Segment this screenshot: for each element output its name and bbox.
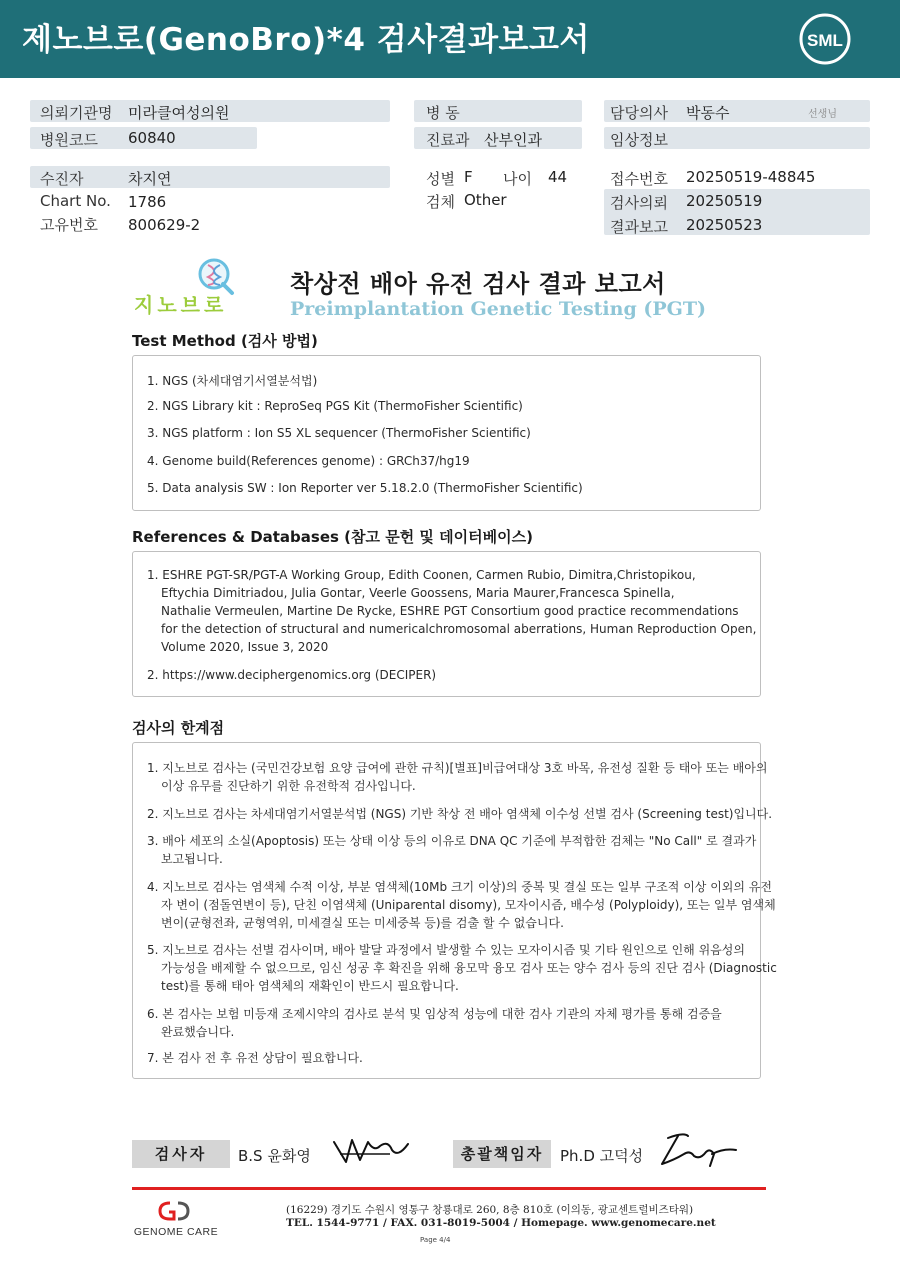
doctor-label: 담당의사	[610, 104, 668, 122]
director-label: 총괄책임자	[453, 1140, 551, 1168]
reference-line: 1. ESHRE PGT-SR/PGT-A Working Group, Edith Coonen, Carmen Rubio, Dimitra,Christopikou,	[147, 568, 696, 582]
tester-signature	[330, 1132, 414, 1172]
sml-logo	[798, 12, 852, 66]
doctor-value: 박동수	[686, 104, 730, 122]
limitation-line: 6. 본 검사는 보험 미등재 조제시약의 검사로 분석 및 임상적 성능에 대한 검사 기관의 자체 평가를 통해 검증을	[147, 1007, 722, 1021]
footer-address: (16229) 경기도 수원시 영통구 창룡대로 260, 8층 810호 (이의동, 광교센트럴비즈타워)	[286, 1204, 694, 1216]
request-date-value: 20250519	[686, 192, 763, 210]
reference-line: for the detection of structural and numericalchromosomal aberrations, Human Reproduction Open,	[161, 622, 757, 636]
chart-no-label: Chart No.	[40, 192, 111, 210]
limitation-line: 2. 지노브로 검사는 차세대염기서열분석법 (NGS) 기반 착상 전 배아 염색체 이수성 선별 검사 (Screening test)입니다.	[147, 807, 773, 821]
sml-logo-text: SML	[807, 31, 843, 50]
specimen-value: Other	[464, 191, 507, 209]
test-method-item: 5. Data analysis SW : Ion Reporter ver 5.18.2.0 (ThermoFisher Scientific)	[147, 481, 583, 495]
test-method-item: 1. NGS (차세대염기서열분석법)	[147, 374, 318, 388]
department-label: 진료과	[426, 131, 470, 149]
institution-value: 미라클여성의원	[128, 104, 230, 122]
test-method-heading: Test Method (검사 방법)	[132, 332, 318, 350]
reception-no-value: 20250519-48845	[686, 168, 816, 186]
test-method-item: 2. NGS Library kit : ReproSeq PGS Kit (ThermoFisher Scientific)	[147, 399, 523, 413]
limitation-line: 보고됩니다.	[161, 852, 223, 866]
reference-line: 2. https://www.deciphergenomics.org (DECIPER)	[147, 668, 437, 682]
limitations-box	[132, 742, 777, 1079]
references-box	[132, 551, 761, 697]
limitation-line: 1. 지노브로 검사는 (국민건강보험 요양 급여에 관한 규칙)[별표]비급여대상 3호 바목, 유전성 질환 등 태아 또는 배아의	[147, 761, 768, 775]
test-method-item: 3. NGS platform : Ion S5 XL sequencer (ThermoFisher Scientific)	[147, 426, 531, 440]
limitation-line: 이상 유무를 진단하기 위한 유전학적 검사입니다.	[161, 779, 416, 793]
limitation-line: 3. 배아 세포의 소실(Apoptosis) 또는 상태 이상 등의 이유로 DNA QC 기준에 부적합한 검체는 "No Call" 로 결과가	[147, 834, 757, 848]
limitations-heading: 검사의 한계점	[132, 719, 225, 737]
reference-line: Eftychia Dimitriadou, Julia Gontar, Veerle Goossens, Maria Maurer,Francesca Spinella,	[161, 586, 675, 600]
reference-line: Volume 2020, Issue 3, 2020	[161, 640, 329, 654]
brand-name: 지노브로	[134, 293, 228, 317]
department-value: 산부인과	[484, 131, 542, 149]
doctor-suffix: 선생님	[808, 109, 837, 120]
sex-value: F	[464, 168, 473, 186]
info-strip-patient	[30, 166, 390, 188]
hospital-code-value: 60840	[128, 129, 176, 147]
patient-label: 수진자	[40, 170, 84, 188]
patient-value: 차지연	[128, 170, 172, 188]
genome-care-text: GENOME CARE	[133, 1226, 219, 1238]
test-method-box	[132, 355, 761, 511]
report-date-value: 20250523	[686, 216, 763, 234]
specimen-label: 검체	[426, 193, 455, 211]
limitation-line: 변이(균형전좌, 균형역위, 미세결실 또는 미세중복 등)를 검출 할 수 없습니다.	[161, 916, 564, 930]
genome-care-logo	[130, 1199, 222, 1239]
sex-label: 성별	[426, 170, 455, 188]
test-method-item: 4. Genome build(References genome) : GRCh37/hg19	[147, 454, 470, 468]
limitation-line: 5. 지노브로 검사는 선별 검사이며, 배아 발달 과정에서 발생할 수 있는 모자이시즘 및 기타 원인으로 인해 위음성의	[147, 943, 745, 957]
report-title: 착상전 배아 유전 검사 결과 보고서	[290, 270, 666, 298]
institution-label: 의뢰기관명	[40, 104, 113, 122]
report-date-label: 결과보고	[610, 218, 668, 236]
tester-name: B.S 윤화영	[238, 1147, 311, 1165]
document-title: 제노브로(GenoBro)*4 검사결과보고서	[22, 22, 590, 58]
tester-label: 검사자	[132, 1140, 230, 1168]
reception-no-label: 접수번호	[610, 170, 668, 188]
director-name: Ph.D 고덕성	[560, 1147, 644, 1165]
chart-no-value: 1786	[128, 193, 167, 211]
limitation-line: test)를 통해 태아 염색체의 재확인이 반드시 필요합니다.	[161, 979, 459, 993]
report-subtitle: Preimplantation Genetic Testing (PGT)	[290, 298, 706, 320]
limitation-line: 4. 지노브로 검사는 염색체 수적 이상, 부분 염색체(10Mb 크기 이상)의 중복 및 결실 또는 일부 구조적 이상 이외의 유전	[147, 880, 772, 894]
limitation-line: 자 변이 (점돌연변이 등), 단친 이염색체 (Uniparental disomy), 모자이시즘, 배수성 (Polyploidy), 또는 일부 염색체	[161, 898, 776, 912]
footer-divider	[132, 1187, 766, 1190]
limitation-line: 가능성을 배제할 수 없으므로, 임신 성공 후 확진을 위해 융모막 융모 검사 또는 양수 검사 등의 진단 검사 (Diagnostic	[161, 961, 777, 975]
reference-line: Nathalie Vermeulen, Martine De Rycke, ESHRE PGT Consortium good practice recommendations	[161, 604, 739, 618]
id-no-label: 고유번호	[40, 216, 98, 234]
footer-contact: TEL. 1544-9771 / FAX. 031-8019-5004 / Homepage. www.genomecare.net	[286, 1217, 716, 1229]
age-value: 44	[548, 168, 568, 186]
references-heading: References & Databases (참고 문헌 및 데이터베이스)	[132, 528, 533, 546]
director-signature	[654, 1130, 740, 1174]
ward-label: 병 동	[426, 104, 460, 122]
hospital-code-label: 병원코드	[40, 131, 98, 149]
clinical-info-label: 임상정보	[610, 131, 668, 149]
age-label: 나이	[503, 170, 532, 188]
limitation-line: 완료했습니다.	[161, 1025, 235, 1039]
limitation-line: 7. 본 검사 전 후 유전 상담이 필요합니다.	[147, 1051, 363, 1065]
id-no-value: 800629-2	[128, 216, 201, 234]
genobro-logo	[134, 254, 254, 320]
request-date-label: 검사의뢰	[610, 194, 668, 212]
page-number: Page 4/4	[420, 1236, 451, 1244]
